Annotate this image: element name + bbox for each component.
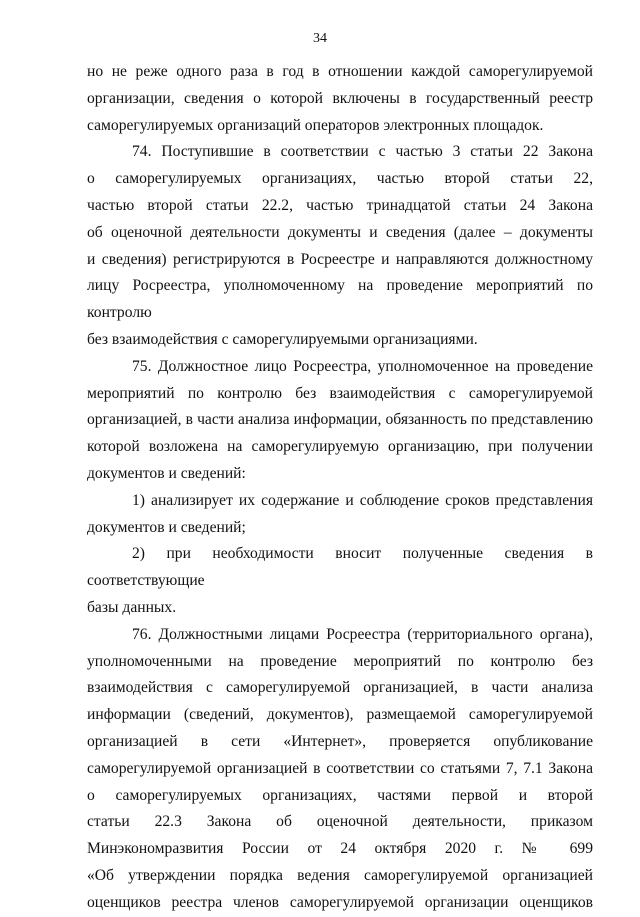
text-line: и сведения) регистрируются в Росреестре и направляются должностному bbox=[87, 250, 593, 268]
text-line: документов и сведений: bbox=[87, 464, 246, 482]
document-body bbox=[87, 59, 593, 917]
text-line: информации (сведений, документов), размещаемой саморегулируемой bbox=[87, 706, 593, 724]
text-line: базы данных. bbox=[87, 598, 177, 616]
text-line: которой возложена на саморегулируемую организацию, при получении bbox=[87, 438, 593, 456]
text-line: мероприятий по контролю без взаимодействия с саморегулируемой bbox=[87, 384, 593, 402]
text-line: частью второй статьи 22.2, частью тринадцатой статьи 24 Закона bbox=[87, 196, 593, 214]
text-line: 76. Должностными лицами Росреестра (территориального органа), bbox=[132, 625, 593, 643]
text-line: взаимодействия с саморегулируемой организацией, в части анализа bbox=[87, 679, 593, 697]
text-line: 74. Поступившие в соответствии с частью 3 статьи 22 Закона bbox=[132, 143, 593, 161]
text-line: о саморегулируемых организациях, частью второй статьи 22, bbox=[87, 170, 593, 188]
text-line: документов и сведений; bbox=[87, 518, 246, 536]
text-line: 1) анализирует их содержание и соблюдение сроков представления bbox=[132, 491, 593, 509]
text-line: Минэкономразвития России от 24 октября 2020 г. № 699 bbox=[87, 840, 593, 858]
text-line: 2) при необходимости вносит полученные сведения в соответствующие bbox=[87, 545, 593, 590]
text-line: об оценочной деятельности документы и сведения (далее – документы bbox=[87, 223, 593, 241]
text-line: статьи 22.3 Закона об оценочной деятельности, приказом bbox=[87, 813, 593, 831]
text-line: оценщиков реестра членов саморегулируемой организации оценщиков bbox=[87, 893, 593, 911]
page-number: 34 bbox=[313, 31, 327, 46]
text-line: лицу Росреестра, уполномоченному на проведение мероприятий по контролю bbox=[87, 277, 593, 322]
text-line: без взаимодействия с саморегулируемыми организациями. bbox=[87, 330, 478, 348]
text-line: но не реже одного раза в год в отношении каждой саморегулируемой bbox=[87, 63, 593, 80]
text-line: уполномоченными на проведение мероприятий по контролю без bbox=[87, 652, 593, 670]
text-line: саморегулируемой организацией в соответствии со статьями 7, 7.1 Закона bbox=[87, 759, 593, 777]
text-line: «Об утверждении порядка ведения саморегулируемой организацией bbox=[87, 866, 593, 884]
text-line: о саморегулируемых организациях, частями первой и второй bbox=[87, 786, 593, 804]
text-line: организацией в сети «Интернет», проверяется опубликование bbox=[87, 732, 593, 750]
text-line: организации, сведения о которой включены в государственный реестр bbox=[87, 89, 593, 107]
text-line: 75. Должностное лицо Росреестра, уполномоченное на проведение bbox=[132, 357, 593, 375]
text-line: саморегулируемых организаций операторов электронных площадок. bbox=[87, 116, 544, 134]
text-line: организацией, в части анализа информации, обязанность по представлению bbox=[87, 411, 593, 429]
